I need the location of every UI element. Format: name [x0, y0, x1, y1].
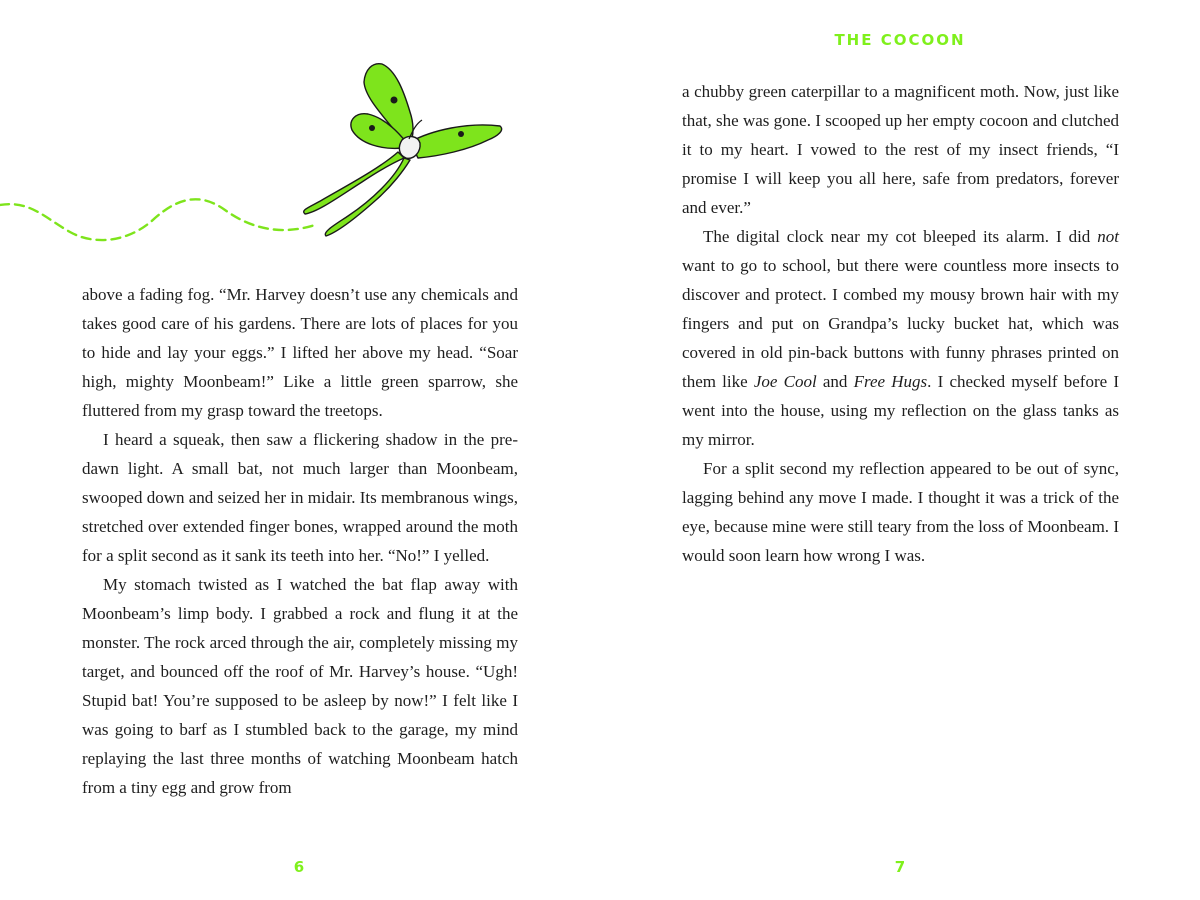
page-number: 7 [894, 858, 906, 876]
page-number: 6 [293, 858, 305, 876]
paragraph: above a fading fog. “Mr. Harvey doesn’t use any chemicals and takes good care of his gardens. There are lots of places for you to hide and lay your eggs.” I lifted her above my head. “Soar high, mighty Moonbeam!” Like a little green sparrow, she fluttered from my grasp toward the treetops. [82, 285, 518, 420]
text-run: The digital clock near my cot bleeped its alarm. I did [703, 227, 1098, 246]
right-page-text [682, 77, 1119, 570]
emphasis-text: not [1097, 227, 1119, 246]
text-run: and [816, 372, 854, 391]
moth-right-wing [410, 125, 502, 158]
moth-icon [304, 64, 502, 236]
luna-moth-illustration [0, 50, 520, 250]
running-head: THE COCOON [834, 31, 966, 49]
paragraph: a chubby green caterpillar to a magnificent moth. Now, just like that, she was gone. I scooped up her empty cocoon and clutched it to my heart. I vowed to the rest of my insect friends, “I promise I will keep you all here, safe from predators, forever and ever.” [682, 82, 1119, 217]
paragraph: I heard a squeak, then saw a flickering shadow in the predawn light. A small bat, not much larger than Moonbeam, swooped down and seized her in midair. Its membranous wings, stretched over extended finger bones, wrapped around the moth for a split second as it sank its teeth into her. “No!” I yelled. [82, 430, 518, 565]
right-page [600, 0, 1200, 900]
paragraph: My stomach twisted as I watched the bat flap away with Moonbeam’s limp body. I grabbed a rock and flung it at the monster. The rock arced through the air, completely missing my target, and bounced off the roof of Mr. Harvey’s house. “Ugh! Stupid bat! You’re supposed to be asleep by now!” I felt like I was going to barf as I stumbled back to the garage, my mind replaying the last three months of watching Moonbeam hatch from a tiny egg and grow from [82, 575, 518, 797]
left-page-text [82, 280, 518, 802]
flight-path-dashed-line [0, 199, 315, 240]
button-phrase: Free Hugs [853, 372, 928, 391]
paragraph [682, 222, 1119, 454]
button-phrase: Joe Cool [753, 372, 817, 391]
text-run: want to go to school, but there were countless more insects to discover and protect. I combed my mousy brown hair with my fingers and put on Grandpa’s lucky bucket hat, which was covered in old pin-back buttons with funny phrases printed on them like [682, 256, 1119, 391]
moth-eyespot-3 [458, 131, 464, 137]
moth-eyespot-2 [369, 125, 375, 131]
moth-eyespot-1 [391, 97, 398, 104]
text-run: . I checked myself before I went into the house, using my reflection on the glass tanks as my mirror. [682, 372, 1120, 449]
paragraph: For a split second my reflection appeared to be out of sync, lagging behind any move I made. I thought it was a trick of the eye, because mine were still teary from the loss of Moonbeam. I would soon learn how wrong I was. [682, 459, 1119, 565]
